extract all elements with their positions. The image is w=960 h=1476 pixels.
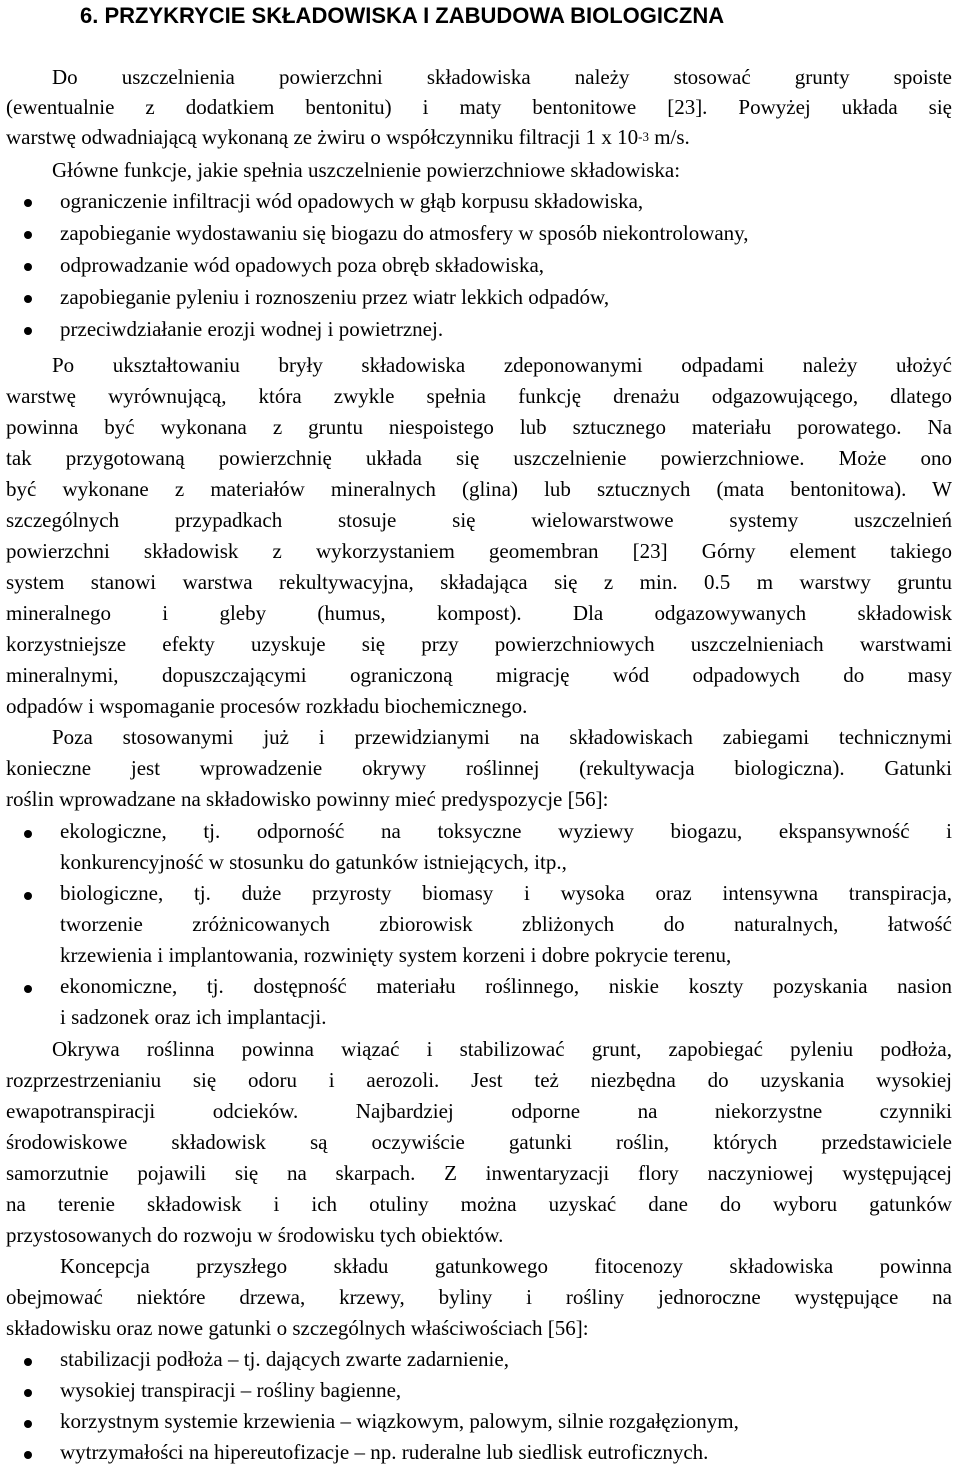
list-item-line: konkurencyjność w stosunku do gatunków istniejących, itp., bbox=[60, 850, 567, 874]
bullet-icon bbox=[24, 295, 32, 303]
list-item-line: tworzenie zróżnicowanych zbiorowisk zbliżonych do naturalnych, łatwość bbox=[60, 912, 952, 936]
bullet-icon bbox=[24, 199, 32, 207]
bullet-icon bbox=[24, 1358, 32, 1366]
list-item-line: i sadzonek oraz ich implantacji. bbox=[60, 1005, 327, 1029]
paragraph-line: system stanowi warstwa rekultywacyjna, składająca się z min. 0.5 m warstwy gruntu bbox=[6, 570, 952, 594]
paragraph-line: Okrywa roślinna powinna wiązać i stabilizować grunt, zapobiegać pyleniu podłoża, bbox=[52, 1037, 952, 1061]
list-item-line: biologiczne, tj. duże przyrosty biomasy i wysoka oraz intensywna transpiracja, bbox=[60, 881, 952, 905]
paragraph-line: powinna być wykonana z gruntu niespoistego lub sztucznego materiału porowatego. Na bbox=[6, 415, 952, 439]
list-item: zapobieganie pyleniu i roznoszeniu przez wiatr lekkich odpadów, bbox=[60, 285, 610, 309]
paragraph-line: powierzchni składowisk z wykorzystaniem geomembran [23] Górny element takiego bbox=[6, 539, 952, 563]
bullet-icon bbox=[24, 327, 32, 335]
paragraph-line: korzystniejsze efekty uzyskuje się przy powierzchniowych uszczelnieniach warstwami bbox=[6, 632, 952, 656]
bullet-icon bbox=[24, 830, 32, 838]
list-item: stabilizacji podłoża – tj. dających zwarte zadarnienie, bbox=[60, 1347, 509, 1371]
text-run: warstwę odwadniającą wykonaną ze żwiru o współczynniku filtracji 1 x 10 bbox=[6, 125, 639, 149]
bullet-icon bbox=[24, 1451, 32, 1459]
paragraph-line: ewapotranspiracji odcieków. Najbardziej odporne na niekorzystne czynniki bbox=[6, 1099, 952, 1123]
list-intro: Główne funkcje, jakie spełnia uszczelnienie powierzchniowe składowiska: bbox=[52, 158, 681, 182]
paragraph-line: mineralnego i gleby (humus, kompost). Dla odgazowywanych składowisk bbox=[6, 601, 952, 625]
section-heading: 6. PRZYKRYCIE SKŁADOWISKA I ZABUDOWA BIOLOGICZNA bbox=[80, 3, 725, 28]
paragraph-line: tak przygotowaną powierzchnię układa się uszczelnienie powierzchniowe. Może ono bbox=[6, 446, 952, 470]
paragraph-line: warstwę wyrównującą, która zwykle spełnia funkcję drenażu odgazowującego, dlatego bbox=[6, 384, 952, 408]
paragraph-line: mineralnymi, dopuszczającymi ograniczoną migrację wód odpadowych do masy bbox=[6, 663, 952, 687]
paragraph-line: składowisku oraz nowe gatunki o szczególnych właściwościach [56]: bbox=[6, 1316, 589, 1340]
list-item: ograniczenie infiltracji wód opadowych w głąb korpusu składowiska, bbox=[60, 189, 644, 213]
paragraph-line: samorzutnie pojawili się na skarpach. Z inwentaryzacji flory naczyniowej występującej bbox=[6, 1161, 952, 1185]
list-item-line: ekonomiczne, tj. dostępność materiału roślinnego, niskie koszty pozyskania nasion bbox=[60, 974, 952, 998]
text-run: m/s. bbox=[648, 125, 690, 149]
paragraph-line: być wykonane z materiałów mineralnych (glina) lub sztucznych (mata bentonitowa). W bbox=[6, 477, 952, 501]
paragraph-line: (ewentualnie z dodatkiem bentonitu) i maty bentonitowe [23]. Powyżej układa się bbox=[6, 95, 952, 119]
bullet-icon bbox=[24, 892, 32, 900]
bullet-icon bbox=[24, 231, 32, 239]
list-item: wysokiej transpiracji – rośliny bagienne, bbox=[60, 1378, 402, 1402]
paragraph-line bbox=[6, 122, 952, 152]
list-item-line: ekologiczne, tj. odporność na toksyczne wyziewy biogazu, ekspansywność i bbox=[60, 819, 952, 843]
paragraph-line: na terenie składowisk i ich otuliny można uzyskać dane do wyboru gatunków bbox=[6, 1192, 952, 1216]
paragraph-line: szczególnych przypadkach stosuje się wielowarstwowe systemy uszczelnień bbox=[6, 508, 952, 532]
paragraph-line: Do uszczelnienia powierzchni składowiska należy stosować grunty spoiste bbox=[52, 65, 952, 89]
paragraph-line: konieczne jest wprowadzenie okrywy roślinnej (rekultywacja biologiczna). Gatunki bbox=[6, 756, 952, 780]
paragraph-line: roślin wprowadzane na składowisko powinny mieć predyspozycje [56]: bbox=[6, 787, 609, 811]
list-item: zapobieganie wydostawaniu się biogazu do atmosfery w sposób niekontrolowany, bbox=[60, 221, 749, 245]
paragraph-line: środowiskowe składowisk są oczywiście gatunki roślin, których przedstawiciele bbox=[6, 1130, 952, 1154]
bullet-icon bbox=[24, 263, 32, 271]
list-item: przeciwdziałanie erozji wodnej i powietrznej. bbox=[60, 317, 444, 341]
superscript: -3 bbox=[638, 129, 649, 144]
paragraph-line: Po ukształtowaniu bryły składowiska zdeponowanymi odpadami należy ułożyć bbox=[52, 353, 952, 377]
bullet-icon bbox=[24, 985, 32, 993]
list-item: korzystnym systemie krzewienia – wiązkowym, palowym, silnie rozgałęzionym, bbox=[60, 1409, 739, 1433]
list-item-line: krzewienia i implantowania, rozwinięty system korzeni i dobre pokrycie terenu, bbox=[60, 943, 732, 967]
list-item: wytrzymałości na hipereutofizacje – np. ruderalne lub siedlisk eutroficznych. bbox=[60, 1440, 709, 1464]
list-item: odprowadzanie wód opadowych poza obręb składowiska, bbox=[60, 253, 545, 277]
paragraph-line: przystosowanych do rozwoju w środowisku tych obiektów. bbox=[6, 1223, 504, 1247]
bullet-icon bbox=[24, 1389, 32, 1397]
paragraph-line: rozprzestrzenianiu się odoru i aerozoli. Jest też niezbędna do uzyskania wysokiej bbox=[6, 1068, 952, 1092]
bullet-icon bbox=[24, 1420, 32, 1428]
paragraph-line: odpadów i wspomaganie procesów rozkładu biochemicznego. bbox=[6, 694, 528, 718]
paragraph-line: Poza stosowanymi już i przewidzianymi na składowiskach zabiegami technicznymi bbox=[52, 725, 952, 749]
paragraph-line: obejmować niektóre drzewa, krzewy, byliny i rośliny jednoroczne występujące na bbox=[6, 1285, 952, 1309]
paragraph-line: Koncepcja przyszłego składu gatunkowego fitocenozy składowiska powinna bbox=[60, 1254, 952, 1278]
